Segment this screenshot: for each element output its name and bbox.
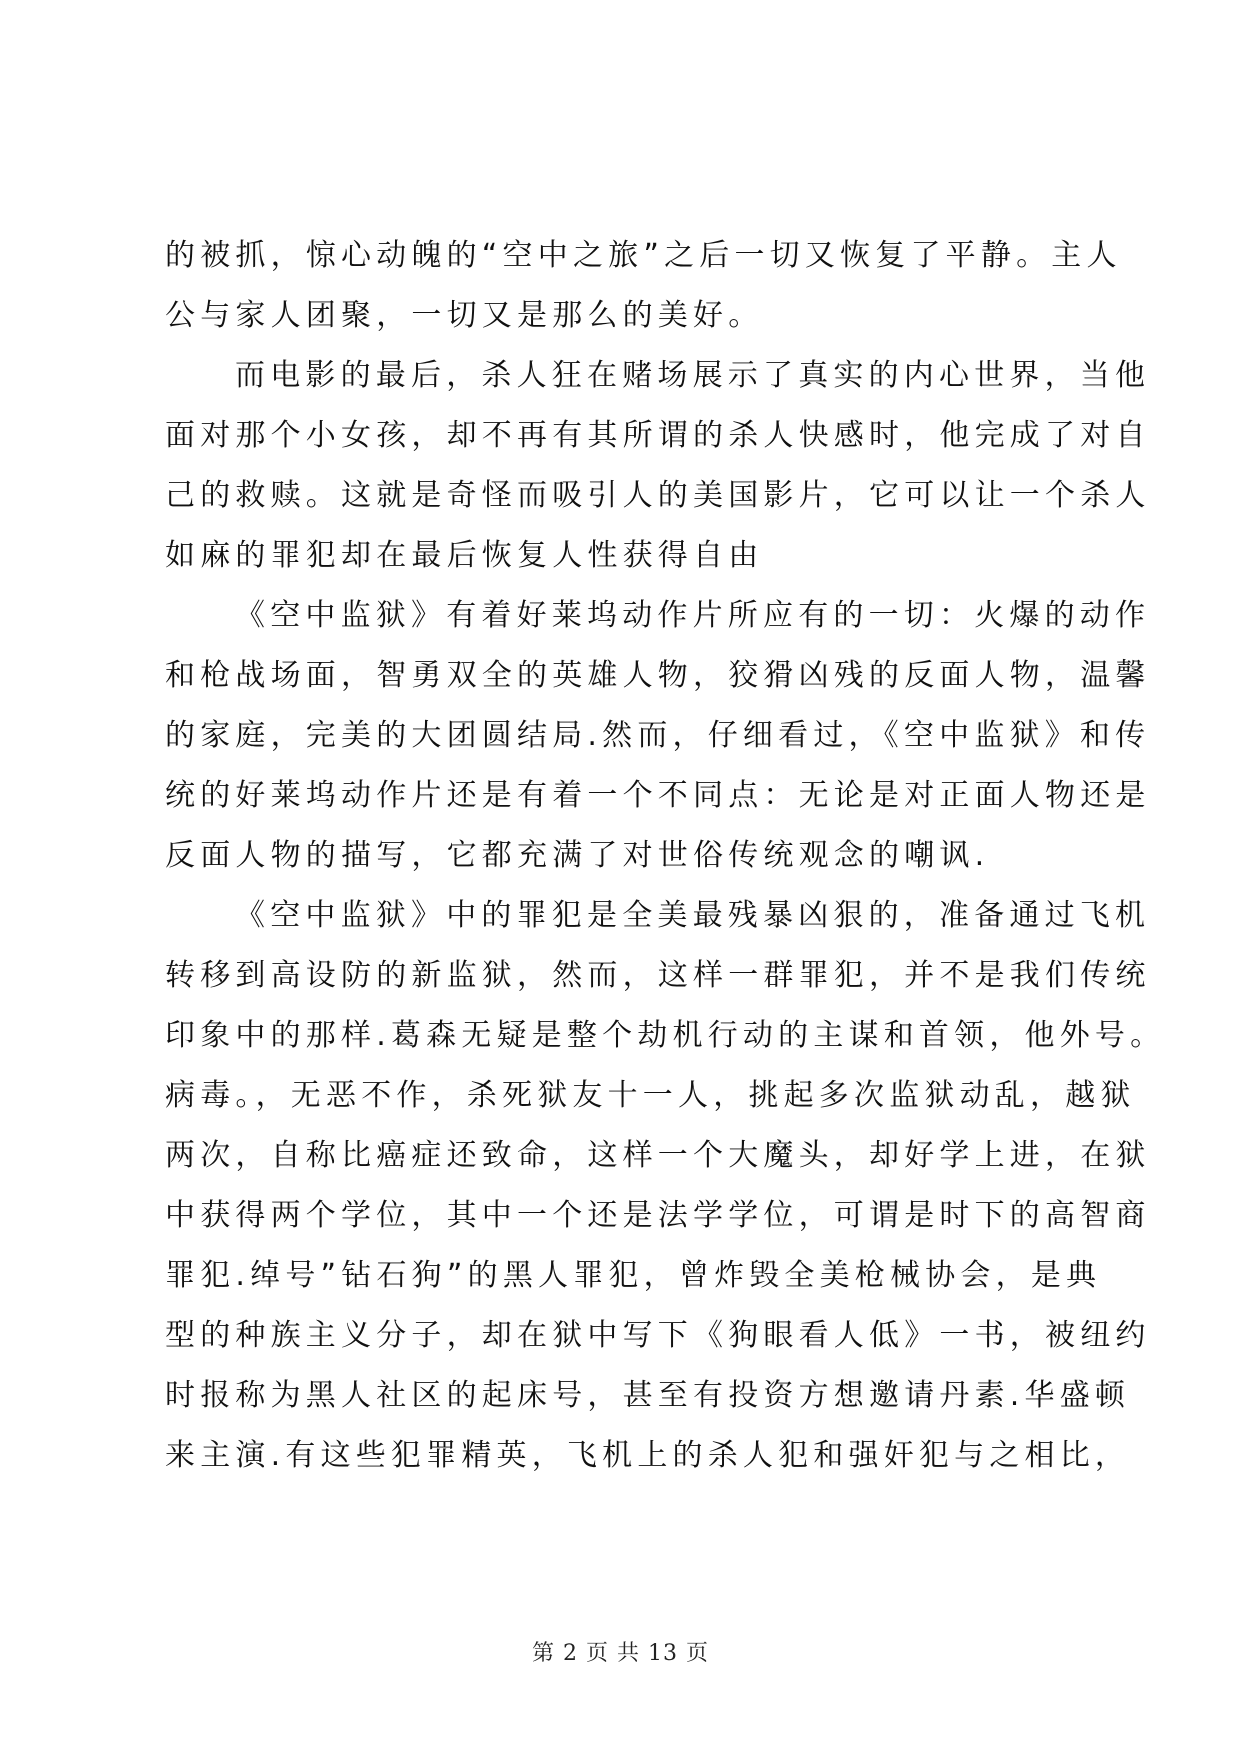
text-line: 转移到高设防的新监狱，然而，这样一群罪犯，并不是我们传统 xyxy=(165,958,1151,993)
text-line: 公与家人团聚，一切又是那么的美好。 xyxy=(165,298,764,333)
text-line: 病毒。，无恶不作，杀死狱友十一人，挑起多次监狱动乱，越狱 xyxy=(165,1078,1136,1113)
text-line: 的家庭，完美的大团圆结局.然而，仔细看过，《空中监狱》和传 xyxy=(165,718,1151,753)
text-line: 时报称为黑人社区的起床号，甚至有投资方想邀请丹素.华盛顿 xyxy=(165,1378,1131,1413)
text-line: 和枪战场面，智勇双全的英雄人物，狡猾凶残的反面人物，温馨 xyxy=(165,658,1151,693)
text-line: 如麻的罪犯却在最后恢复人性获得自由 xyxy=(165,538,764,573)
text-line: 《空中监狱》有着好莱坞动作片所应有的一切：火爆的动作 xyxy=(235,598,1151,633)
text-line: 两次，自称比癌症还致命，这样一个大魔头，却好学上进，在狱 xyxy=(165,1138,1151,1173)
text-line: 统的好莱坞动作片还是有着一个不同点：无论是对正面人物还是 xyxy=(165,778,1151,813)
text-line: 面对那个小女孩，却不再有其所谓的杀人快感时，他完成了对自 xyxy=(165,418,1151,453)
text-line: 罪犯.绰号”钻石狗”的黑人罪犯，曾炸毁全美枪械协会，是典 xyxy=(165,1258,1102,1293)
text-line: 反面人物的描写，它都充满了对世俗传统观念的嘲讽. xyxy=(165,838,990,873)
text-line: 《空中监狱》中的罪犯是全美最残暴凶狠的，准备通过飞机 xyxy=(235,898,1151,933)
text-line: 来主演.有这些犯罪精英，飞机上的杀人犯和强奸犯与之相比， xyxy=(165,1438,1131,1473)
text-line: 型的种族主义分子，却在狱中写下《狗眼看人低》一书，被纽约 xyxy=(165,1318,1151,1353)
text-line: 而电影的最后，杀人狂在赌场展示了真实的内心世界，当他 xyxy=(235,358,1151,393)
text-line: 印象中的那样.葛森无疑是整个劫机行动的主谋和首领，他外号。 xyxy=(165,1018,1166,1053)
body-text xyxy=(165,226,1166,1486)
page-footer: 第 2 页 共 13 页 xyxy=(532,1641,709,1666)
text-line: 中获得两个学位，其中一个还是法学学位，可谓是时下的高智商 xyxy=(165,1198,1151,1233)
text-line: 己的救赎。这就是奇怪而吸引人的美国影片，它可以让一个杀人 xyxy=(165,478,1151,513)
text-line: 的被抓，惊心动魄的“空中之旅”之后一切又恢复了平静。主人 xyxy=(165,238,1122,273)
